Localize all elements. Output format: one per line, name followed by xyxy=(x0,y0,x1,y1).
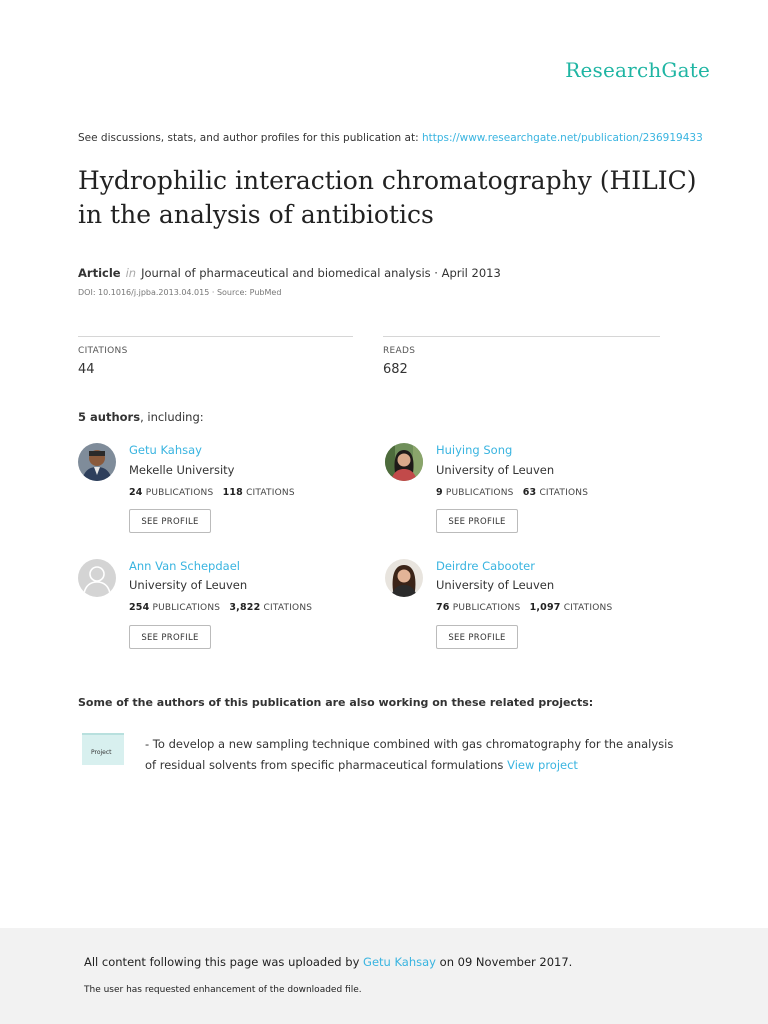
avatar-deirdre-cabooter[interactable] xyxy=(385,559,423,597)
authors-count: 5 authors xyxy=(78,410,141,424)
publications-count: 9 xyxy=(436,487,443,498)
publications-count: 24 xyxy=(129,487,143,498)
author-name-link[interactable]: Ann Van Schepdael xyxy=(129,559,240,573)
authors-suffix: , including: xyxy=(140,410,204,424)
publications-label: PUBLICATIONS xyxy=(145,488,214,498)
project-text: - To develop a new sampling technique combined with gas chromatography for the analysis of residual solvents from specific pharmaceutical formulations xyxy=(145,737,674,772)
doi-source: DOI: 10.1016/j.jpba.2013.04.015 · Source: PubMed xyxy=(78,288,282,297)
view-project-link[interactable]: View project xyxy=(507,758,578,772)
divider-reads xyxy=(383,336,660,337)
publications-label: PUBLICATIONS xyxy=(452,603,521,613)
citations-count: 1,097 xyxy=(529,602,561,613)
author-stats xyxy=(129,487,295,498)
publications-count: 76 xyxy=(436,602,450,613)
publications-label: PUBLICATIONS xyxy=(445,488,514,498)
publications-count: 254 xyxy=(129,602,150,613)
citations-count: 44 xyxy=(78,362,95,377)
footer-panel xyxy=(0,928,768,1024)
author-photo-icon xyxy=(385,559,423,597)
author-stats xyxy=(436,602,612,613)
see-profile-button[interactable]: SEE PROFILE xyxy=(436,509,518,533)
divider-citations xyxy=(78,336,353,337)
citations-count: 63 xyxy=(522,487,537,498)
in-label: in xyxy=(125,266,137,280)
avatar-ann-van-schepdael[interactable] xyxy=(78,559,116,597)
upload-prefix: All content following this page was uploaded by xyxy=(84,955,360,969)
citations-count: 118 xyxy=(222,487,243,498)
project-description xyxy=(145,734,685,776)
publication-url-link[interactable]: https://www.researchgate.net/publication/236919433 xyxy=(421,132,703,144)
see-profile-button[interactable]: SEE PROFILE xyxy=(129,625,211,649)
publication-type: Article xyxy=(78,266,121,280)
citations-label: CITATIONS xyxy=(539,488,589,498)
author-affiliation: University of Leuven xyxy=(436,463,555,477)
author-name-link[interactable]: Getu Kahsay xyxy=(129,443,202,457)
see-profile-button[interactable]: SEE PROFILE xyxy=(129,509,211,533)
citations-label: CITATIONS xyxy=(246,488,295,498)
project-thumb-label: Project xyxy=(91,749,112,756)
discussion-prefix: See discussions, stats, and author profiles for this publication at: xyxy=(78,132,419,144)
reads-label: READS xyxy=(383,346,416,356)
publication-title: Hydrophilic interaction chromatography (HILIC) in the analysis of antibiotics xyxy=(78,166,697,229)
avatar-huiying-song[interactable] xyxy=(385,443,423,481)
author-affiliation: Mekelle University xyxy=(129,463,235,477)
researchgate-logo[interactable]: ResearchGate xyxy=(565,58,710,82)
project-thumbnail[interactable] xyxy=(82,733,124,765)
upload-suffix: on 09 November 2017. xyxy=(439,955,573,969)
publications-label: PUBLICATIONS xyxy=(152,603,221,613)
citations-label: CITATIONS xyxy=(78,346,128,356)
citations-label: CITATIONS xyxy=(563,603,613,613)
author-photo-icon xyxy=(385,443,423,481)
avatar-getu-kahsay[interactable] xyxy=(78,443,116,481)
author-affiliation: University of Leuven xyxy=(129,578,248,592)
author-affiliation: University of Leuven xyxy=(436,578,555,592)
journal-info: Journal of pharmaceutical and biomedical analysis · April 2013 xyxy=(141,266,501,280)
discussion-line xyxy=(78,132,703,144)
author-name-link[interactable]: Deirdre Cabooter xyxy=(436,559,535,573)
citations-count: 3,822 xyxy=(229,602,261,613)
authors-heading xyxy=(78,410,204,424)
citations-label: CITATIONS xyxy=(263,603,313,613)
related-projects-heading: Some of the authors of this publication are also working on these related projects: xyxy=(78,696,594,709)
default-avatar-icon xyxy=(78,559,116,597)
enhancement-notice: The user has requested enhancement of the downloaded file. xyxy=(84,985,362,995)
author-photo-icon xyxy=(78,443,116,481)
author-name-link[interactable]: Huiying Song xyxy=(436,443,513,457)
reads-count: 682 xyxy=(383,362,408,377)
see-profile-button[interactable]: SEE PROFILE xyxy=(436,625,518,649)
author-stats xyxy=(436,487,588,498)
publication-meta xyxy=(78,266,501,280)
upload-notice xyxy=(84,955,572,969)
author-stats xyxy=(129,602,312,613)
uploader-link[interactable]: Getu Kahsay xyxy=(363,955,436,969)
